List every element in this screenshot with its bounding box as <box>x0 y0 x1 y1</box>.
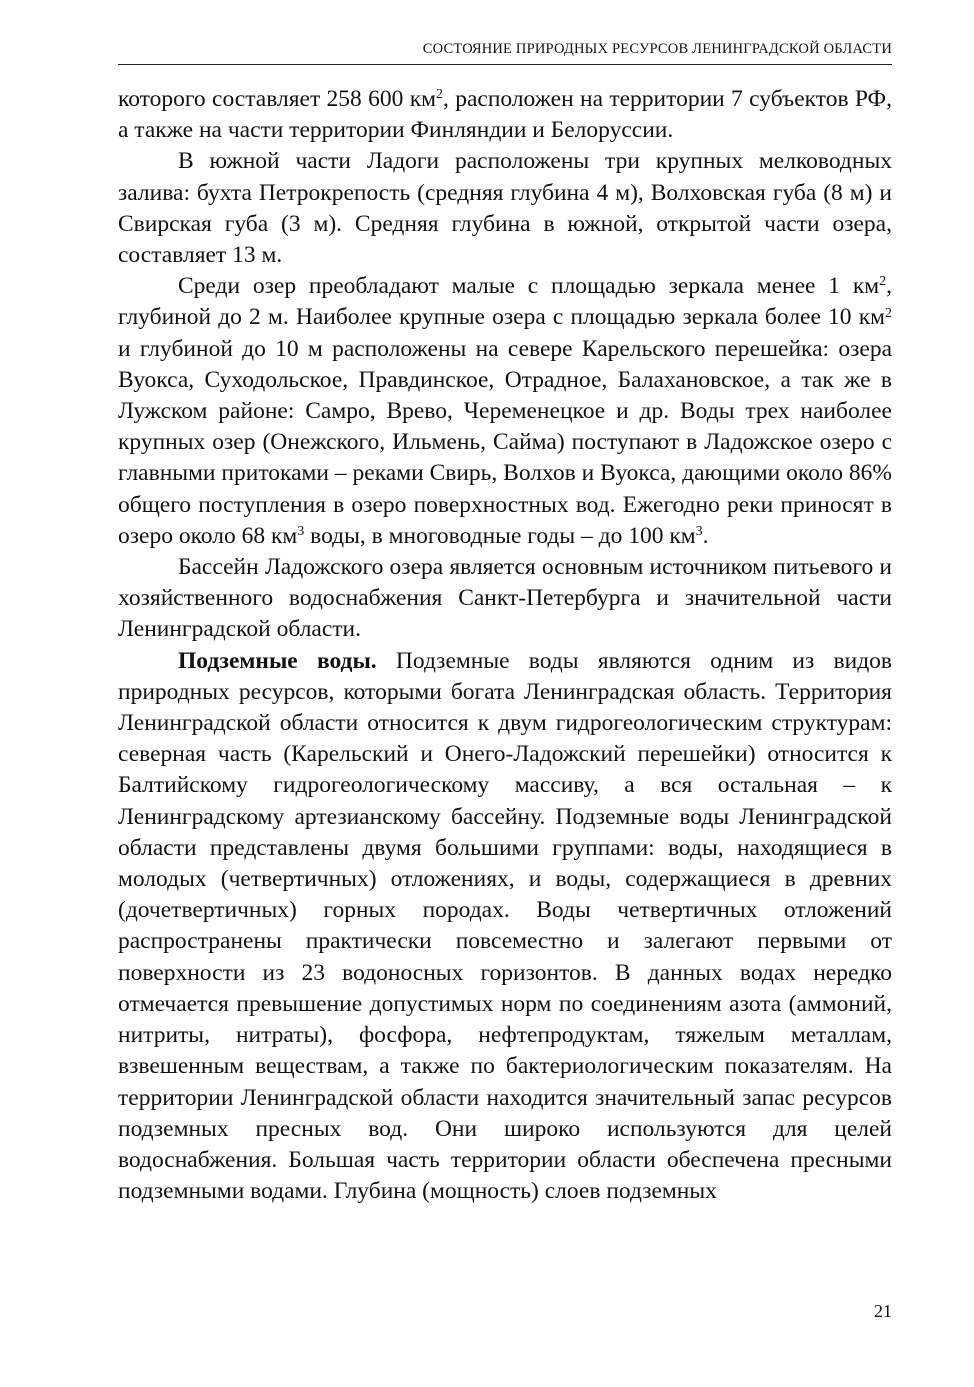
superscript: 3 <box>297 524 305 540</box>
paragraph-3-text-end: . <box>702 522 709 549</box>
paragraph-3-text-cont: , глубиной до 2 м. Наиболее крупные озера с площадью зеркала более 10 км <box>118 273 892 331</box>
paragraph-5-text: Подземные воды являются одним из видов природных ресурсов, которыми богата Ленинградская область. Территория Ленинградской области относится к двум гидрогеологическим структурам: северная часть (Карельский и Онего-Ладожский перешейки) относится к Балтийскому гидрогеологическому массиву, а вся остальная – к Ленинградскому артезианскому бассейну. Подземные воды Ленинградской области представлены двумя большими группами: воды, находящиеся в молодых (четвертичных) отложениях, и воды, содержащиеся в древних (дочетвертичных) горных породах. Воды четвертичных отложений распространены практически повсеместно и залегают первыми от поверхности из 23 водоносных горизонтов. В данных водах нередко отмечается превышение допустимых норм по соединениям азота (аммоний, нитриты, нитраты), фосфора, нефтепродуктам, тяжелым металлам, взвешенным веществам, а также по бактериологическим показателям. На территории Ленинградской области находится значительный запас ресурсов подземных пресных вод. Они широко используются для целей водоснабжения. Большая часть территории области обеспечена пресными подземными водами. Глубина (мощность) слоев подземных <box>118 647 892 1205</box>
running-header <box>118 40 892 65</box>
paragraph-1-text-cont: , расположен на территории 7 субъектов РФ, а также на части территории Финляндии и Белоруссии. <box>118 86 892 144</box>
paragraph-3-text-cont: и глубиной до 10 м расположены на севере Карельского перешейка: озера Вуокса, Суходольское, Правдинское, Отрадное, Балахановское, а так же в Лужском районе: Самро, Врево, Череменецкое и др. Воды трех наиболее крупных озер (Онежского, Ильмень, Сайма) поступают в Ладожское озеро с главными притоками – реками Свирь, Волхов и Вуокса, дающими около 86% общего поступления в озеро поверхностных вод. Ежегодно реки приносят в озеро около 68 км <box>118 335 892 549</box>
paragraph-4: Бассейн Ладожского озера является основным источником питьевого и хозяйственного водоснабжения Санкт-Петербурга и значительной части Ленинградской области. <box>118 554 892 643</box>
paragraph-3-text-cont: воды, в многоводные годы – до 100 км <box>304 522 696 549</box>
paragraph-2: В южной части Ладоги расположены три крупных мелководных залива: бухта Петрокрепость (средняя глубина 4 м), Волховская губа (8 м) и Свирская губа (3 м). Средняя глубина в южной, открытой части озера, составляет 13 м. <box>118 148 892 269</box>
page-body <box>118 84 892 1207</box>
running-title: СОСТОЯНИЕ ПРИРОДНЫХ РЕСУРСОВ ЛЕНИНГРАДСКОЙ ОБЛАСТИ <box>422 41 892 57</box>
superscript: 3 <box>695 524 703 540</box>
superscript: 2 <box>879 274 887 290</box>
paragraph-1-text: которого составляет 258 600 км <box>118 86 436 112</box>
paragraph-3-text: Среди озер преобладают малые с площадью зеркала менее 1 км <box>178 273 880 300</box>
superscript: 2 <box>885 305 892 321</box>
paragraph-1 <box>118 84 892 146</box>
superscript: 2 <box>436 87 443 103</box>
page-number: 21 <box>874 1301 892 1321</box>
paragraph-3 <box>118 271 892 552</box>
section-heading-groundwater: Подземные воды. <box>178 647 377 674</box>
paragraph-5 <box>118 646 892 1208</box>
